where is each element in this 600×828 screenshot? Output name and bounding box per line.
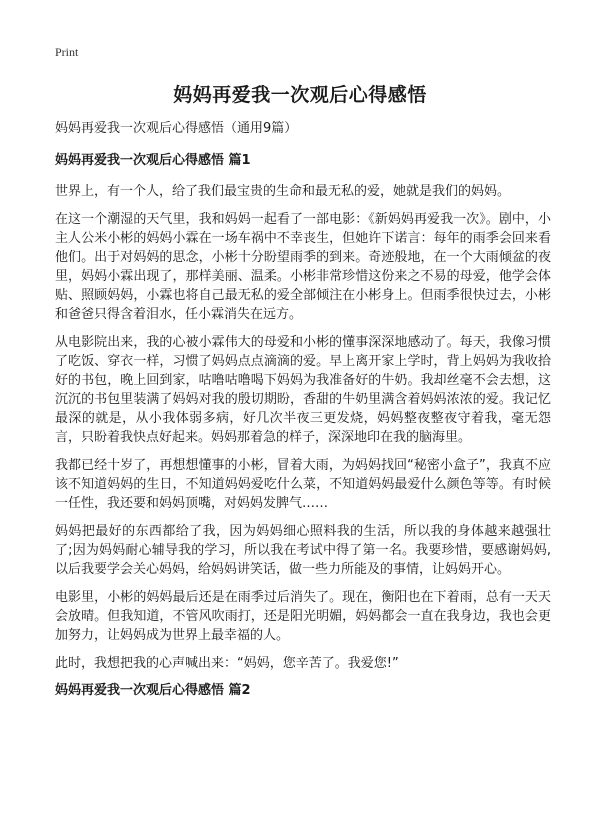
paragraph: 在这一个潮湿的天气里，我和妈妈一起看了一部电影：《新妈妈再爱我一次》。剧中，小主人公米小彬的妈妈小霖在一场车祸中不幸丧生，但她许下诺言：每年的雨季会回来看他们。出于对妈妈的思念，小彬十分盼望雨季的到来。奇迹般地，在一个大雨倾盆的夜里，妈妈小霖出现了，那样美丽、温柔。小彬非常珍惜这份来之不易的母爱，他学会体贴、照顾妈妈，小霖也将自己最无私的爱全部倾注在小彬身上。但雨季很快过去，小彬和爸爸只得含着泪水，任小霖消失在远方。: [55, 212, 551, 322]
paragraph: 我都已经十岁了，再想想懂事的小彬，冒着大雨，为妈妈找回“秘密小盒子”，我真不应该不知道妈妈的生日，不知道妈妈爱吃什么菜，不知道妈妈最爱什么颜色等等。有时候一任性，我还要和妈妈顶嘴，对妈妈发脾气……: [55, 458, 551, 511]
section-heading-1: 妈妈再爱我一次观后心得感悟 篇1: [55, 153, 251, 168]
paragraph: 从电影院出来，我的心被小霖伟大的母爱和小彬的懂事深深地感动了。每天，我像习惯了吃饭、穿衣一样，习惯了妈妈点点滴滴的爱。早上离开家上学时，背上妈妈为我收拾好的书包，晚上回到家，咕噜咕噜喝下妈妈为我准备好的牛奶。我却丝毫不会去想，这沉沉的书包里装满了妈妈对我的殷切期盼，香甜的牛奶里满含着妈妈浓浓的爱。我记忆最深的就是，从小我体弱多病，好几次半夜三更发烧，妈妈整夜整夜守着我，毫无怨言，只盼着我快点好起来。妈妈那着急的样子，深深地印在我的脑海里。: [55, 335, 551, 445]
print-link[interactable]: Print: [55, 45, 79, 59]
article-body: [55, 120, 551, 712]
paragraph: 妈妈把最好的东西都给了我，因为妈妈细心照料我的生活，所以我的身体越来越强壮了;因为妈妈耐心辅导我的学习，所以我在考试中得了第一名。我要珍惜，要感谢妈妈,以后我要学会关心妈妈，给妈妈讲笑话，做一些力所能及的事情，让妈妈开心。: [55, 524, 551, 577]
article-subtitle: 妈妈再爱我一次观后心得感悟（通用9篇）: [55, 121, 298, 136]
paragraph: 此时，我想把我的心声喊出来：“妈妈，您辛苦了。我爱您!”: [55, 656, 399, 671]
page-title: 妈妈再爱我一次观后心得感悟: [173, 84, 427, 106]
paragraph: 世界上，有一个人，给了我们最宝贵的生命和最无私的爱，她就是我们的妈妈。: [55, 184, 511, 199]
section-heading-2: 妈妈再爱我一次观后心得感悟 篇2: [55, 683, 251, 698]
paragraph: 电影里，小彬的妈妈最后还是在雨季过后消失了。现在，衡阳也在下着雨，总有一天天会放晴。但我知道，不管风吹雨打，还是阳光明媚，妈妈都会一直在我身边，我也会更加努力，让妈妈成为世界上最幸福的人。: [55, 590, 551, 643]
